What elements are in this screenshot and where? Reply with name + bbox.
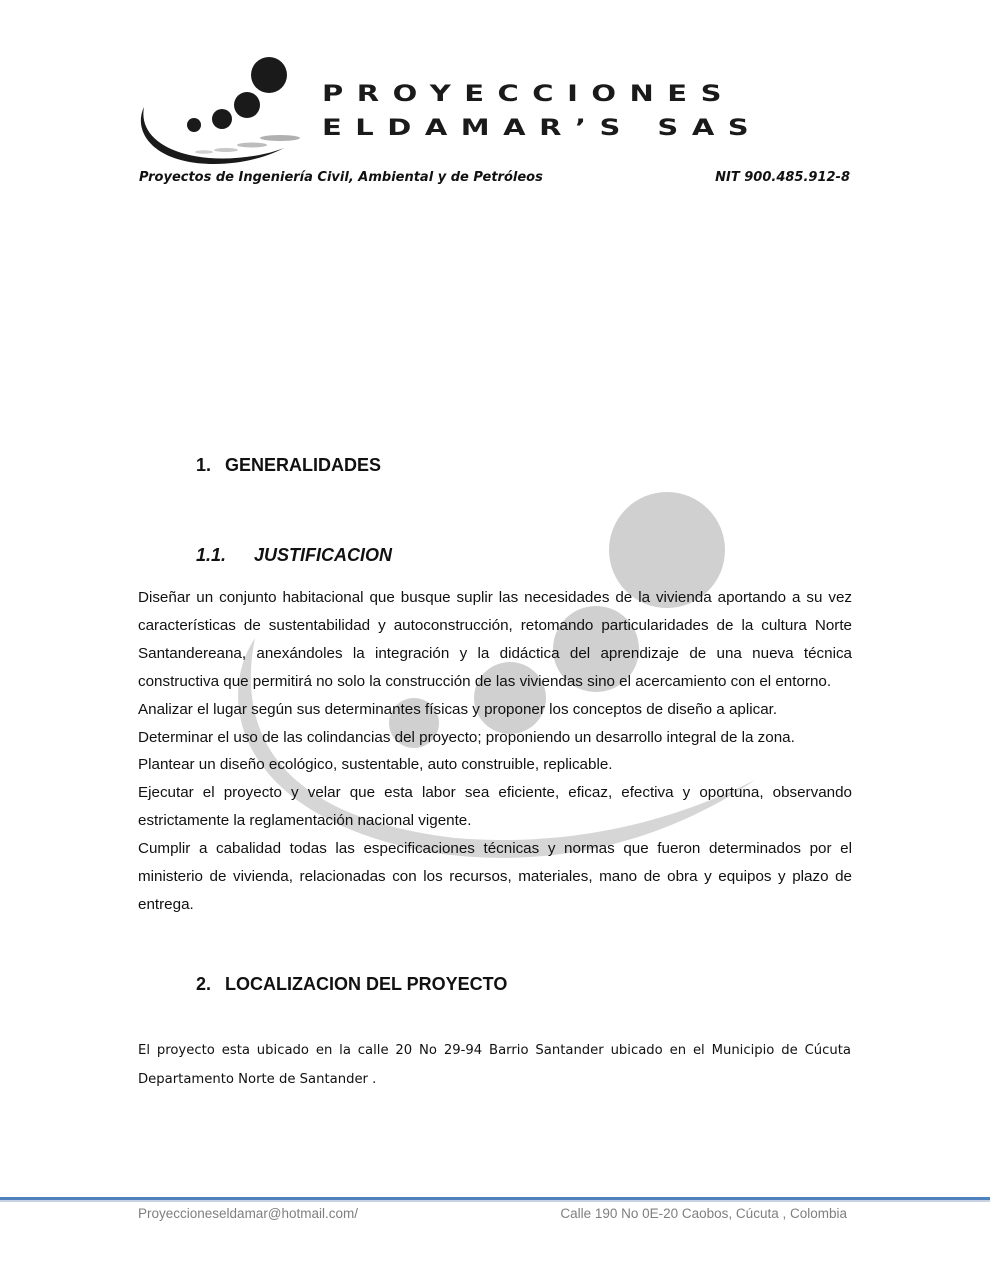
- footer-address: Calle 190 No 0E-20 Caobos, Cúcuta , Colombia: [560, 1206, 847, 1221]
- localizacion-body: El proyecto esta ubicado en la calle 20 No 29-94 Barrio Santander ubicado en el Municipio de Cúcuta Departamento Norte de Santander .: [138, 1043, 851, 1087]
- logo-circle-small: [212, 109, 232, 129]
- section-number: 2.: [196, 974, 212, 994]
- logo-swoosh: [141, 107, 284, 164]
- justificacion-paragraph: Determinar el uso de las colindancias del proyecto; proponiendo un desarrollo integral de la zona.: [138, 728, 795, 746]
- company-name-line2: ELDAMAR’S SAS: [322, 114, 763, 141]
- company-nit: NIT 900.485.912-8: [715, 170, 850, 185]
- footer-email: Proyeccioneseldamar@hotmail.com/: [138, 1206, 359, 1221]
- section-title: LOCALIZACION DEL PROYECTO: [225, 974, 508, 994]
- logo-ellipse-1: [260, 135, 300, 141]
- company-tagline: Proyectos de Ingeniería Civil, Ambiental y de Petróleos: [139, 170, 543, 185]
- logo-ellipse-2: [237, 143, 267, 148]
- subsection-title: JUSTIFICACION: [254, 545, 393, 565]
- logo-circle-tiny: [187, 118, 201, 132]
- justificacion-paragraph: Diseñar un conjunto habitacional que busque suplir las necesidades de la vivienda aportando a su vez características de sustentabilidad y autoconstrucción, retomando particularidades de la cultura Norte Santandereana, anexándoles la integración y la didáctica del aprendizaje de una nueva técnica constructiva que permitirá no solo la construcción de las viviendas sino el acercamiento con el entorno.: [138, 589, 852, 690]
- subsection-heading-justificacion: [196, 545, 392, 566]
- justificacion-paragraph: Cumplir a cabalidad todas las especificaciones técnicas y normas que fueron determinados por el ministerio de vivienda, relacionadas con los recursos, materiales, mano de obra y equipos y plazo de entrega.: [138, 840, 852, 913]
- section-title: GENERALIDADES: [225, 455, 382, 475]
- justificacion-paragraph: Plantear un diseño ecológico, sustentable, auto construible, replicable.: [138, 756, 613, 774]
- justificacion-paragraph: Analizar el lugar según sus determinantes físicas y proponer los conceptos de diseño a aplicar.: [138, 700, 778, 718]
- section-heading-localizacion: [196, 974, 507, 995]
- subsection-number: 1.1.: [196, 545, 227, 565]
- logo-ellipse-3: [214, 148, 238, 152]
- logo-circle-large: [251, 57, 287, 93]
- justificacion-body: [138, 584, 852, 919]
- logo-circle-medium: [234, 92, 260, 118]
- company-name-line1: PROYECCIONES: [322, 80, 735, 107]
- logo-ellipse-4: [195, 150, 213, 154]
- footer-rule-shadow: [0, 1200, 990, 1202]
- company-logo: [134, 52, 304, 170]
- section-number: 1.: [196, 455, 212, 475]
- justificacion-paragraph: Ejecutar el proyecto y velar que esta labor sea eficiente, eficaz, efectiva y oportuna, observando estrictamente la reglamentación nacional vigente.: [138, 784, 852, 830]
- section-heading-generalidades: [196, 455, 381, 476]
